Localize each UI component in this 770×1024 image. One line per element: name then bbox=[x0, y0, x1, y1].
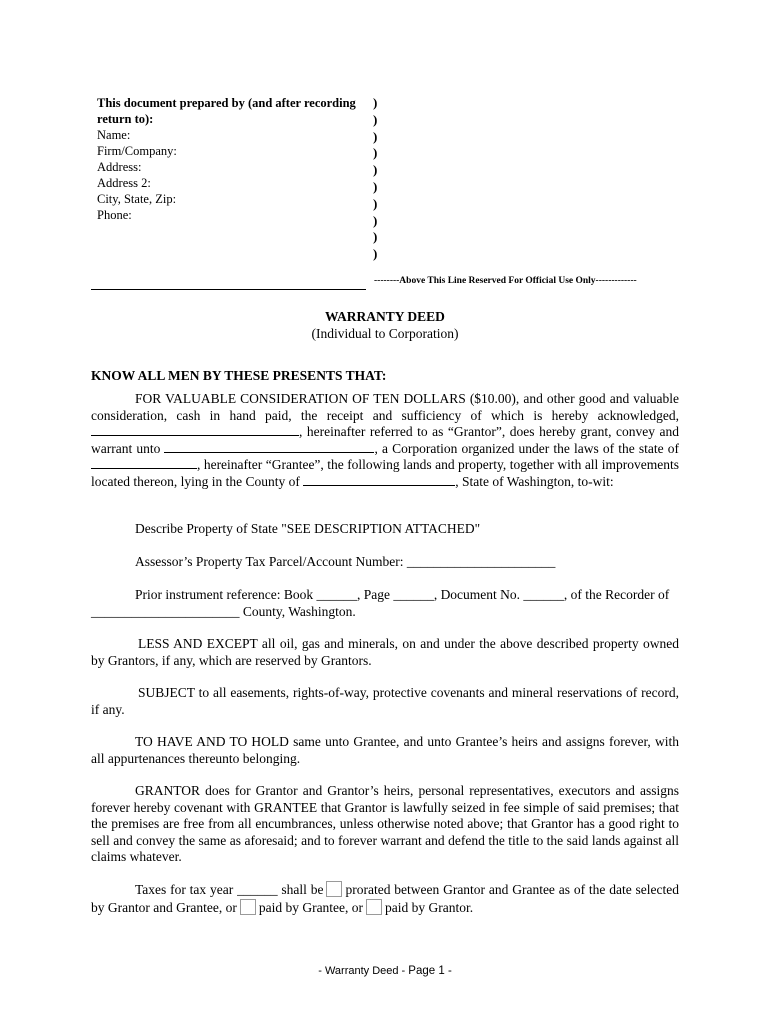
know-all-heading: KNOW ALL MEN BY THESE PRESENTS THAT: bbox=[91, 368, 387, 383]
field-name-label[interactable]: Name: bbox=[97, 128, 131, 142]
county-blank[interactable] bbox=[303, 474, 455, 486]
prior-instrument-paragraph bbox=[91, 587, 679, 620]
p1-text-a: FOR VALUABLE CONSIDERATION OF TEN DOLLARS ($10.00), and other good and valuable consideration, cash in hand paid, the receipt and sufficiency of which is hereby acknowledged, bbox=[91, 391, 679, 423]
grantor-name-blank[interactable] bbox=[91, 424, 299, 436]
paren: ) bbox=[373, 195, 378, 211]
paren: ) bbox=[373, 178, 378, 194]
subject-to-paragraph bbox=[91, 685, 679, 718]
prepared-by-heading-line2: return to): bbox=[97, 112, 154, 126]
p1-text-e: , State of Washington, to-wit: bbox=[455, 473, 614, 489]
grantee-name-blank[interactable] bbox=[164, 441, 374, 453]
prepared-by-heading-line1: This document prepared by (and after recording bbox=[97, 96, 356, 110]
taxes-text-b: prorated between Grantor and Grantee as of the date selected by Grantor and Grantee, or bbox=[91, 882, 680, 915]
paren-column bbox=[373, 95, 385, 263]
prior-line-b: ______________________ County, Washington. bbox=[91, 603, 356, 619]
footer-label: - Warranty Deed - bbox=[318, 965, 406, 977]
paren: ) bbox=[373, 246, 378, 262]
prorated-checkbox[interactable] bbox=[326, 881, 342, 897]
field-address2-label[interactable]: Address 2: bbox=[97, 176, 151, 190]
paren: ) bbox=[373, 212, 378, 228]
paren: ) bbox=[373, 229, 378, 245]
taxes-text-a: Taxes for tax year ______ shall be bbox=[135, 882, 324, 897]
document-title: WARRANTY DEED bbox=[325, 309, 445, 324]
page-footer bbox=[0, 965, 770, 977]
p1-text-c: , a Corporation organized under the laws of the state of bbox=[374, 440, 679, 456]
subject-text: SUBJECT to all easements, rights-of-way, protective covenants and mineral reservations of record, if any. bbox=[91, 685, 679, 717]
taxes-text-d: paid by Grantor. bbox=[385, 899, 474, 915]
preparer-block bbox=[97, 95, 367, 223]
consideration-paragraph bbox=[91, 391, 679, 490]
field-phone-label[interactable]: Phone: bbox=[97, 208, 132, 222]
taxes-paragraph bbox=[91, 881, 679, 916]
page-number: Page 1 - bbox=[408, 965, 452, 977]
p1-text-b: , hereinafter referred to as “Grantor”, does hereby grant, convey and warrant unto bbox=[91, 424, 679, 456]
grantor-covenant-text: GRANTOR does for Grantor and Grantor’s heirs, personal representatives, executors and assigns forever hereby covenant with GRANTEE that Grantor is lawfully seized in fee simple of said premises; that the premises are free from all encumbrances, unless otherwise noted above; that Grantor has a good right to sell and convey the same as aforesaid; and to forever warrant and defend the title to the said lands against all claims whatever. bbox=[91, 783, 679, 864]
warranty-covenant-paragraph bbox=[91, 783, 679, 866]
prior-line-a: Prior instrument reference: Book ______, Page ______, Document No. ______, of the Recorder of bbox=[135, 587, 670, 602]
property-description: Describe Property of State "SEE DESCRIPTION ATTACHED" bbox=[135, 521, 481, 536]
document-subtitle: (Individual to Corporation) bbox=[311, 326, 459, 341]
recording-divider-line bbox=[91, 289, 366, 290]
paren: ) bbox=[373, 128, 378, 144]
paren: ) bbox=[373, 111, 378, 127]
paid-by-grantor-checkbox[interactable] bbox=[366, 899, 382, 915]
field-address-label[interactable]: Address: bbox=[97, 160, 142, 174]
field-city-state-zip-label[interactable]: City, State, Zip: bbox=[97, 192, 177, 206]
habendum-paragraph bbox=[91, 734, 679, 767]
paren: ) bbox=[373, 95, 378, 110]
assessor-parcel-line: Assessor’s Property Tax Parcel/Account Number: ______________________ bbox=[135, 554, 556, 569]
less-and-except-paragraph bbox=[91, 636, 679, 669]
less-except-text: LESS AND EXCEPT all oil, gas and minerals, on and under the above described property owned by Grantors, if any, which are reserved by Grantors. bbox=[91, 636, 679, 668]
paren: ) bbox=[373, 162, 378, 178]
field-firm-label[interactable]: Firm/Company: bbox=[97, 144, 177, 158]
reserved-note: --------Above This Line Reserved For Official Use Only------------- bbox=[374, 276, 637, 286]
paid-by-grantee-checkbox[interactable] bbox=[240, 899, 256, 915]
paren: ) bbox=[373, 145, 378, 161]
to-have-text: TO HAVE AND TO HOLD same unto Grantee, and unto Grantee’s heirs and assigns forever, with all appurtenances thereunto belonging. bbox=[91, 734, 679, 766]
state-blank[interactable] bbox=[91, 457, 197, 469]
p1-text-d: , hereinafter “Grantee”, the following lands and property, together with all improvements located thereon, lying in the County of bbox=[91, 457, 679, 489]
taxes-text-c: paid by Grantee, or bbox=[258, 899, 364, 915]
